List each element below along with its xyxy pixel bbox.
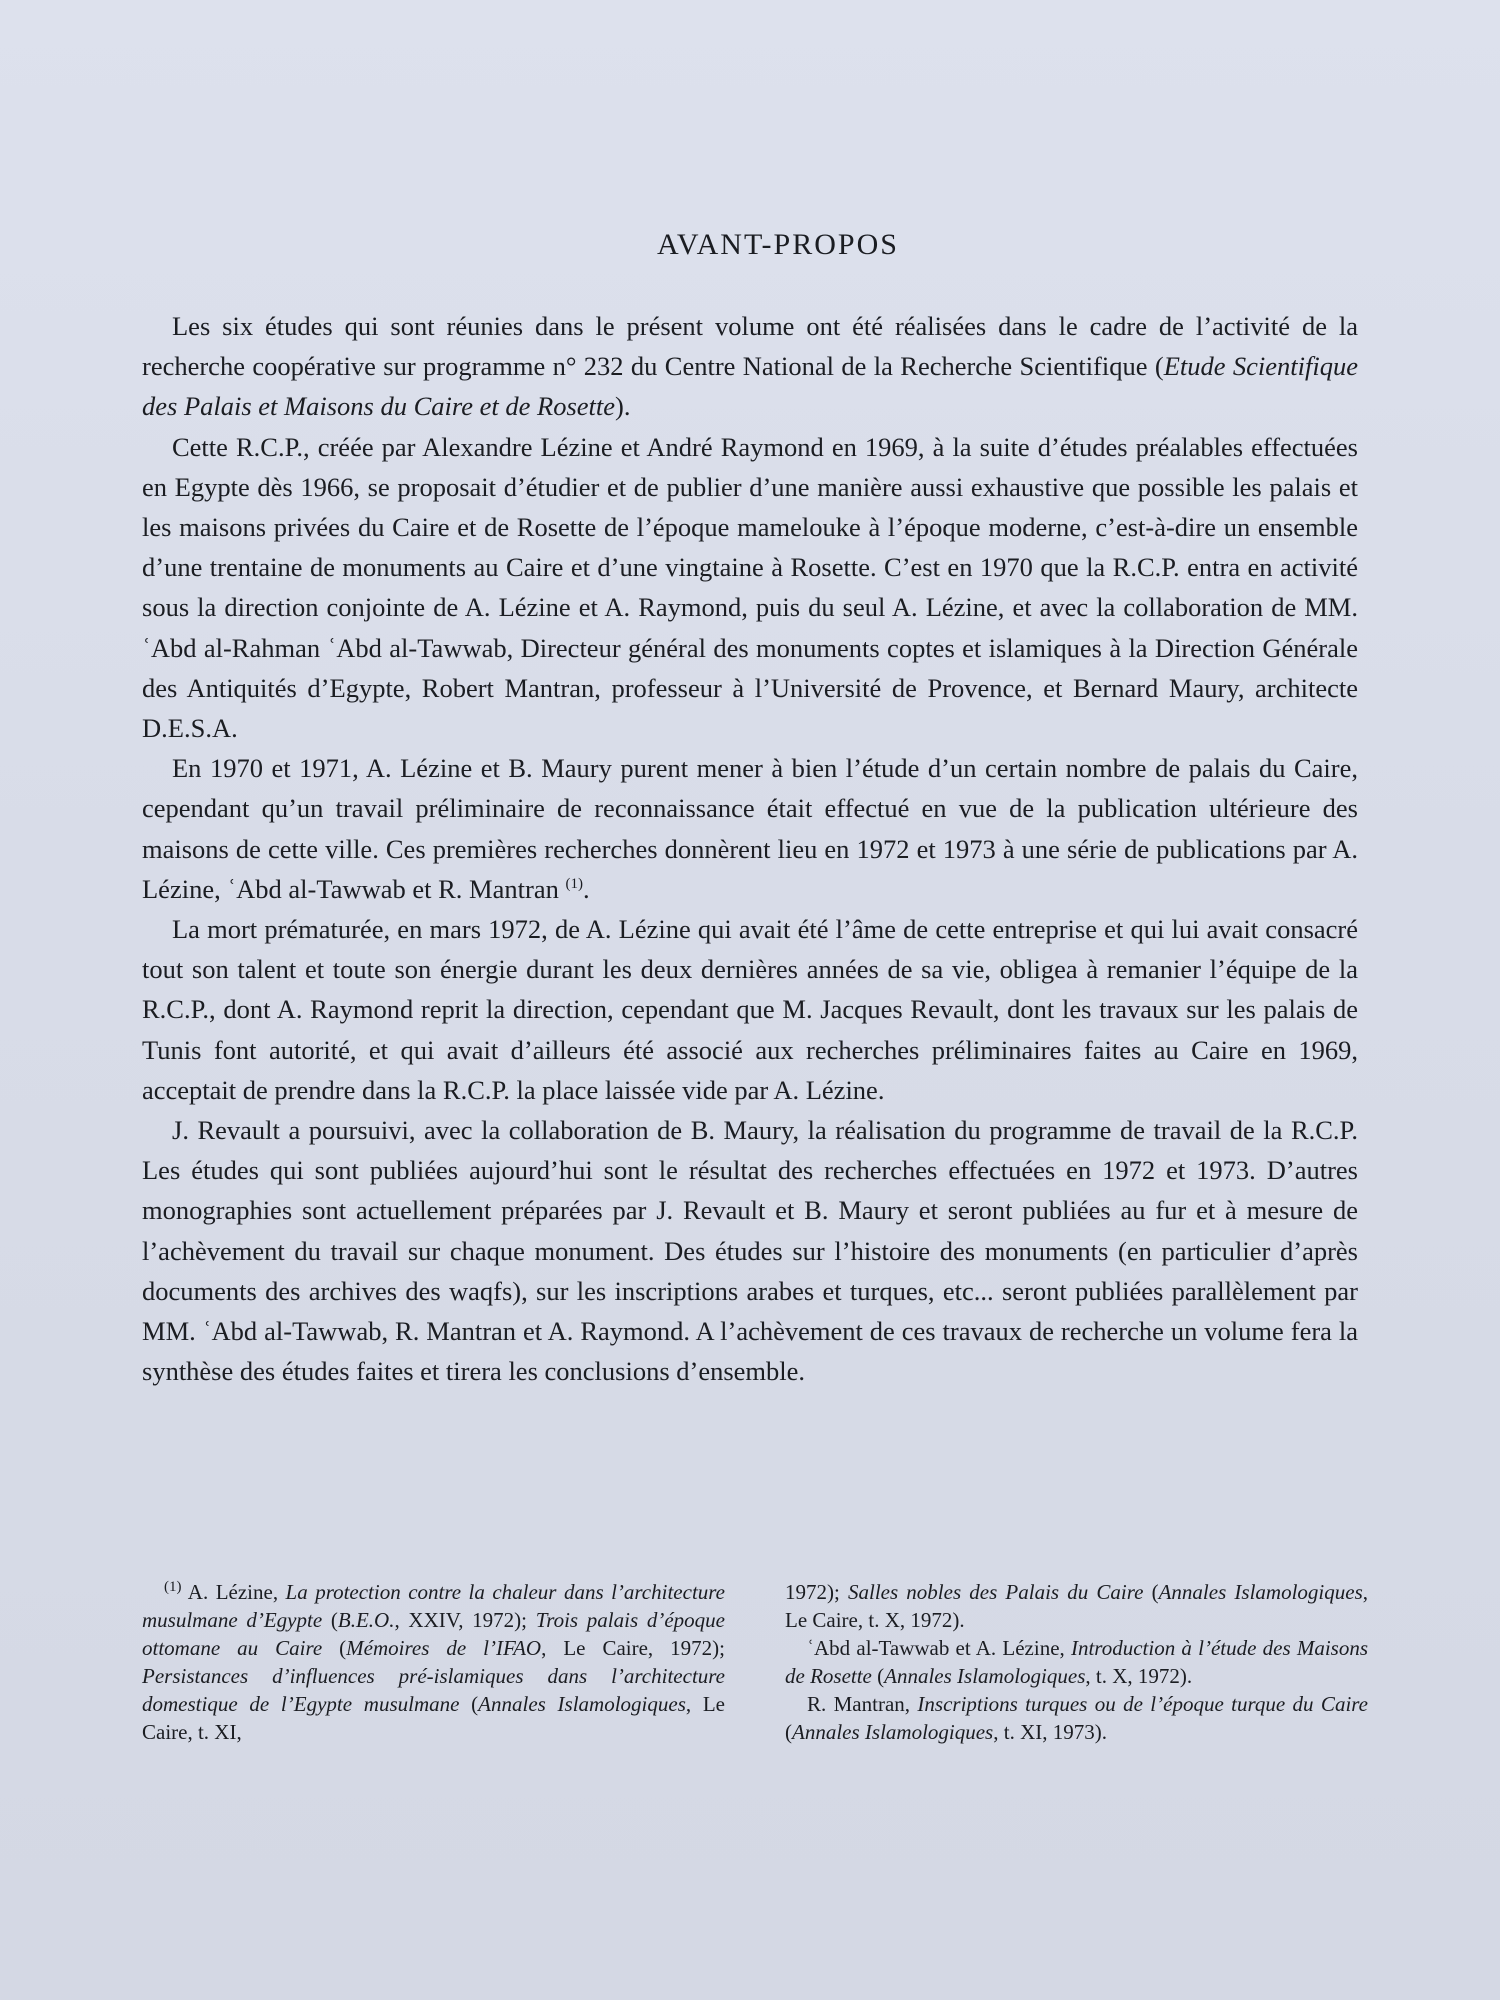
footnote-2-part-b: Introduction à l’étude des Maisons de Rosette bbox=[785, 1636, 1368, 1688]
footnote-3-part-e: , t. XI, 1973). bbox=[993, 1720, 1107, 1744]
footnote-column-right bbox=[785, 1578, 1368, 1746]
paragraph-3-end: . bbox=[582, 873, 590, 904]
footnote-2-part-a: ʿAbd al-Tawwab et A. Lézine, bbox=[807, 1636, 1071, 1660]
footnote-column-left bbox=[142, 1578, 725, 1746]
footnote-3-part-a: R. Mantran, bbox=[807, 1692, 918, 1716]
footnote-3-part-b: Inscriptions turques ou de l’époque turque du Caire bbox=[917, 1692, 1368, 1716]
footnote-2-part-d: Annales Islamologiques bbox=[884, 1664, 1086, 1688]
footnote-1-cont-a: 1972); bbox=[785, 1580, 848, 1604]
paragraph-5: J. Revault a poursuivi, avec la collaboration de B. Maury, la réalisation du programme de travail de la R.C.P. Les études qui sont publiées aujourd’hui sont le résultat des recherches effectuées en 1972 et 1973. D’autres monographies sont actuellement préparées par J. Revault et B. Maury et seront publiées au fur et à mesure de l’achèvement du travail sur chaque monument. Des études sur l’histoire des monuments (en particulier d’après documents des archives des waqfs), sur les inscriptions arabes et turques, etc... seront publiées parallèlement par MM. ʿAbd al-Tawwab, R. Mantran et A. Raymond. A l’achèvement de ces travaux de recherche un volume fera la synthèse des études faites et tirera les conclusions d’ensemble. bbox=[142, 1115, 1358, 1387]
paragraph-1-text: Les six études qui sont réunies dans le présent volume ont été réalisées dans le cadre de l’activité de la recherche coopérative sur programme n° 232 du Centre National de la Recherche Scientifique ( bbox=[142, 311, 1358, 382]
footnote-1-part-i: , Le Caire, 1972); bbox=[541, 1636, 725, 1660]
page-title: AVANT-PROPOS bbox=[657, 228, 899, 261]
footnote-2-part-c: ( bbox=[871, 1664, 885, 1688]
footnote-1-part-f: Trois palais d’époque ottomane au Caire bbox=[142, 1608, 725, 1660]
footnote-1-cont-b: Salles nobles des Palais du Caire bbox=[847, 1580, 1144, 1604]
footnote-3 bbox=[785, 1690, 1368, 1746]
footnote-ref-1: (1) bbox=[565, 876, 583, 893]
footnote-1-part-d: B.E.O. bbox=[337, 1608, 395, 1632]
footnote-1-part-j: Persistances d’influences pré-islamiques dans l’architecture domestique de l’Egypte musulmane bbox=[142, 1664, 725, 1716]
footnote-1-part-g: ( bbox=[322, 1636, 347, 1660]
paragraph-4: La mort prématurée, en mars 1972, de A. Lézine qui avait été l’âme de cette entreprise et qui lui avait consacré tout son talent et toute son énergie durant les deux dernières années de sa vie, obligea à remanier l’équipe de la R.C.P., dont A. Raymond reprit la direction, cependant que M. Jacques Revault, dont les travaux sur les palais de Tunis font autorité, et qui avait d’ailleurs été associé aux recherches préliminaires faites au Caire en 1969, acceptait de prendre dans la R.C.P. la place laissée vide par A. Lézine. bbox=[142, 914, 1358, 1105]
footnote-1-part-l: Annales Islamologiques bbox=[478, 1692, 686, 1716]
footnote-marker: (1) bbox=[164, 1579, 182, 1595]
footnote-1-part-c: ( bbox=[322, 1608, 338, 1632]
paragraph-2: Cette R.C.P., créée par Alexandre Lézine et André Raymond en 1969, à la suite d’études préalables effectuées en Egypte dès 1966, se proposait d’étudier et de publier d’une manière aussi exhaustive que possible les palais et les maisons privées du Caire et de Rosette de l’époque mamelouke à l’époque moderne, c’est-à-dire un ensemble d’une trentaine de monuments au Caire et d’une vingtaine à Rosette. C’est en 1970 que la R.C.P. entra en activité sous la direction conjointe de A. Lézine et A. Raymond, puis du seul A. Lézine, et avec la collaboration de MM. ʿAbd al-Rahman ʿAbd al-Tawwab, Directeur général des monuments coptes et islamiques à la Direction Générale des Antiquités d’Egypte, Robert Mantran, professeur à l’Université de Provence, et Bernard Maury, architecte D.E.S.A. bbox=[142, 431, 1358, 744]
footnote-1-part-a: A. Lézine, bbox=[181, 1580, 286, 1604]
footnote-2 bbox=[785, 1634, 1368, 1690]
footnote-1-part-m: , Le Caire, t. XI, bbox=[142, 1692, 725, 1744]
paragraph-1 bbox=[142, 306, 1358, 427]
paragraph-3-text: En 1970 et 1971, A. Lézine et B. Maury purent mener à bien l’étude d’un certain nombre de palais du Caire, cependant qu’un travail préliminaire de reconnaissance était effectué en vue de la publication ultérieure des maisons de cette ville. Ces premières recherches donnèrent lieu en 1972 et 1973 à une série de publications par A. Lézine, ʿAbd al-Tawwab et R. Mantran bbox=[142, 753, 1358, 904]
footnote-1-part-b: La protection contre la chaleur dans l’architecture musulmane d’Egypte bbox=[142, 1580, 725, 1632]
paragraph-1-italic: Etude Scientifique des Palais et Maisons du Caire et de Rosette bbox=[142, 351, 1358, 422]
footnote-1-cont-d: Annales Islamologiques bbox=[1158, 1580, 1363, 1604]
footnote-1-cont-e: , Le Caire, t. X, 1972). bbox=[785, 1580, 1368, 1632]
main-text bbox=[142, 228, 1358, 1391]
footnote-1-part-e: , XXIV, 1972); bbox=[394, 1608, 536, 1632]
paragraph-1-end: ). bbox=[615, 391, 631, 422]
footnote-3-part-d: Annales Islamologiques bbox=[792, 1720, 994, 1744]
footnote-2-part-e: , t. X, 1972). bbox=[1085, 1664, 1193, 1688]
footnote-1-part-h: Mémoires de l’IFAO bbox=[346, 1636, 542, 1660]
paragraph-3 bbox=[142, 748, 1358, 909]
footnote-1-continued bbox=[785, 1578, 1368, 1634]
footnotes bbox=[142, 1578, 1368, 1746]
footnote-1-cont-c: ( bbox=[1143, 1580, 1159, 1604]
footnote-1 bbox=[142, 1578, 725, 1746]
footnote-3-part-c: ( bbox=[785, 1720, 792, 1744]
footnote-1-part-k: ( bbox=[459, 1692, 479, 1716]
